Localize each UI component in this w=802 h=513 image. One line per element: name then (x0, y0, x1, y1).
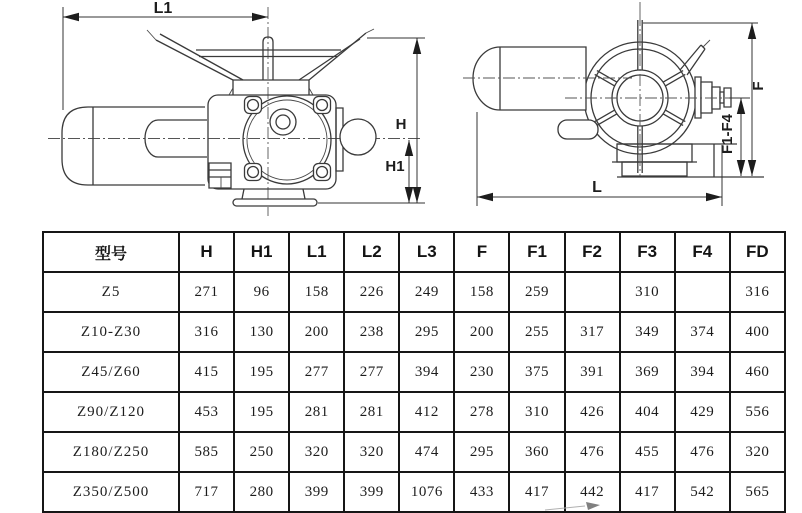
column-header: H1 (234, 232, 289, 272)
dimension-label-F: F (750, 81, 767, 91)
table-cell (675, 272, 730, 312)
column-header: L1 (289, 232, 344, 272)
dimension-label-H: H (395, 116, 407, 133)
dimension-label-L1: L1 (153, 0, 173, 17)
table-cell: 369 (620, 352, 675, 392)
table-cell: 317 (565, 312, 620, 352)
table-cell: 349 (620, 312, 675, 352)
dimension-drawings (0, 0, 802, 230)
table-cell: 429 (675, 392, 730, 432)
side-view-drawing (48, 0, 425, 216)
motor-front (473, 47, 586, 110)
table-cell: 476 (565, 432, 620, 472)
arrowhead (413, 187, 421, 203)
bottom-flange (233, 189, 317, 206)
table-row (43, 352, 785, 392)
table-cell: 417 (620, 472, 675, 512)
output-connector (695, 77, 731, 118)
column-header: FD (730, 232, 785, 272)
arrowhead (252, 13, 268, 21)
model-cell: Z180/Z250 (43, 432, 179, 472)
table-cell: 455 (620, 432, 675, 472)
table-cell: 476 (675, 432, 730, 472)
motor (62, 107, 205, 185)
table-cell: 542 (675, 472, 730, 512)
table-cell: 280 (234, 472, 289, 512)
column-header: F2 (565, 232, 620, 272)
table-cell: 195 (234, 352, 289, 392)
table-cell: 453 (179, 392, 234, 432)
table-cell: 158 (289, 272, 344, 312)
table-cell: 565 (730, 472, 785, 512)
dimension-table (42, 231, 786, 513)
table-cell: 271 (179, 272, 234, 312)
scan-artifact (540, 498, 610, 513)
table-cell (565, 272, 620, 312)
table-cell: 320 (289, 432, 344, 472)
dimension-label-H1: H1 (385, 158, 405, 175)
column-header-model: 型号 (43, 232, 179, 272)
crank-handle (680, 40, 710, 75)
arrowhead (405, 140, 413, 156)
terminal-box (209, 163, 231, 188)
table-cell: 717 (179, 472, 234, 512)
table-cell: 426 (565, 392, 620, 432)
table-row (43, 432, 785, 472)
table-cell: 200 (454, 312, 509, 352)
table-cell: 249 (399, 272, 454, 312)
table-cell: 316 (179, 312, 234, 352)
table-header-row (43, 232, 785, 272)
column-header: F (454, 232, 509, 272)
table-cell: 295 (454, 432, 509, 472)
dimension-label-L: L (592, 179, 602, 196)
table-cell: 277 (344, 352, 399, 392)
table-cell: 399 (344, 472, 399, 512)
table-cell: 442 (565, 472, 620, 512)
column-header: L2 (344, 232, 399, 272)
table-cell: 195 (234, 392, 289, 432)
arrowhead (706, 193, 722, 201)
handwheel-side (147, 29, 374, 80)
table-cell: 259 (509, 272, 564, 312)
table-cell: 585 (179, 432, 234, 472)
table-cell: 1076 (399, 472, 454, 512)
mounting-lug (558, 120, 598, 139)
table-cell: 281 (344, 392, 399, 432)
column-header: H (179, 232, 234, 272)
table-cell: 238 (344, 312, 399, 352)
table-cell: 250 (234, 432, 289, 472)
table-cell: 412 (399, 392, 454, 432)
table-cell: 394 (675, 352, 730, 392)
dimension-label-F1-F4: F1-F4 (719, 113, 736, 155)
table-cell: 399 (289, 472, 344, 512)
arrowhead (405, 187, 413, 203)
table-cell: 556 (730, 392, 785, 432)
table-cell: 255 (509, 312, 564, 352)
arrowhead (477, 193, 493, 201)
model-cell: Z10-Z30 (43, 312, 179, 352)
table-cell: 320 (730, 432, 785, 472)
table-cell: 277 (289, 352, 344, 392)
table-row (43, 392, 785, 432)
table-cell: 158 (454, 272, 509, 312)
table-cell: 200 (289, 312, 344, 352)
table-cell: 375 (509, 352, 564, 392)
table-cell: 96 (234, 272, 289, 312)
table-cell: 460 (730, 352, 785, 392)
table-cell: 360 (509, 432, 564, 472)
table-cell: 433 (454, 472, 509, 512)
arrowhead (748, 23, 756, 39)
table-cell: 404 (620, 392, 675, 432)
model-cell: Z5 (43, 272, 179, 312)
arrowhead (413, 38, 421, 54)
table-cell: 374 (675, 312, 730, 352)
column-header: F3 (620, 232, 675, 272)
front-view-drawing (463, 2, 767, 206)
table-cell: 474 (399, 432, 454, 472)
column-header: F4 (675, 232, 730, 272)
table-cell: 226 (344, 272, 399, 312)
column-header: L3 (399, 232, 454, 272)
table-cell: 400 (730, 312, 785, 352)
table-row (43, 272, 785, 312)
table-row (43, 472, 785, 512)
table-cell: 415 (179, 352, 234, 392)
table-row (43, 312, 785, 352)
table-cell: 310 (509, 392, 564, 432)
shaft-hole-outer (270, 109, 296, 135)
table-cell: 417 (509, 472, 564, 512)
table-cell: 130 (234, 312, 289, 352)
table-cell: 278 (454, 392, 509, 432)
column-header: F1 (509, 232, 564, 272)
table-cell: 320 (344, 432, 399, 472)
table-cell: 316 (730, 272, 785, 312)
arrowhead (63, 13, 79, 21)
table-cell: 310 (620, 272, 675, 312)
table-cell: 295 (399, 312, 454, 352)
side-knob (340, 119, 376, 155)
table-cell: 230 (454, 352, 509, 392)
model-cell: Z90/Z120 (43, 392, 179, 432)
arrowhead (748, 160, 756, 176)
arrowhead (737, 160, 745, 176)
model-cell: Z350/Z500 (43, 472, 179, 512)
table-cell: 281 (289, 392, 344, 432)
model-cell: Z45/Z60 (43, 352, 179, 392)
arrowhead (737, 98, 745, 114)
table-cell: 391 (565, 352, 620, 392)
table-cell: 394 (399, 352, 454, 392)
